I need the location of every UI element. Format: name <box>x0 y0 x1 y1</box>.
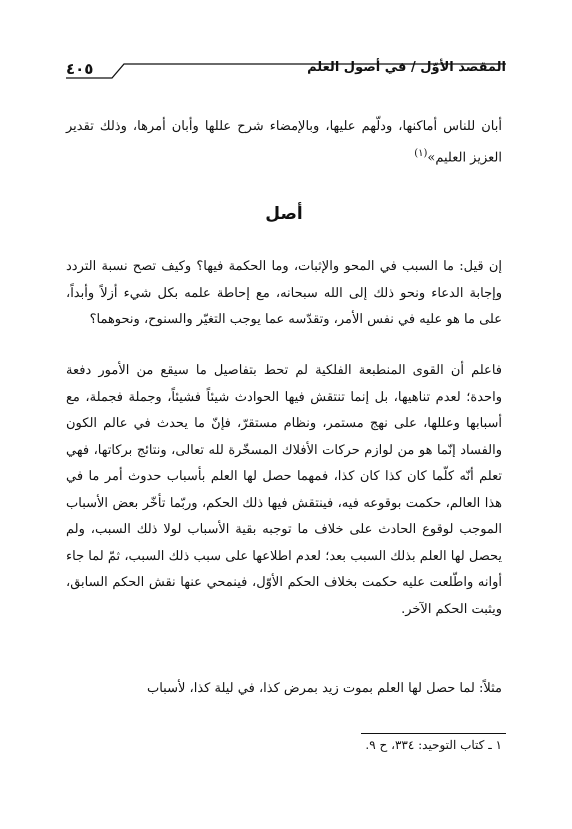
running-header <box>66 58 506 86</box>
page-number: ٤٠٥ <box>66 60 94 78</box>
footnote: ١ ـ كتاب التوحيد: ٣٣٤، ح ٩. <box>365 738 502 752</box>
question-paragraph: إن قيل: ما السبب في المحو والإثبات، وما الحكمة فيها؟ وكيف تصح نسبة التردد وإجابة الدعاء ونحو ذلك إلى الله سبحانه، مع إحاطة علمه بكل شيء أزلاً وأبداً، على ما هو عليه في نفس الأمر، وتقدّسه عما يوجب التغيّر والسنوح، ونحوهما؟ <box>66 259 502 327</box>
answer-paragraph: فاعلم أن القوى المنطبعة الفلكية لم تحط بتفاصيل ما سيقع من الأمور دفعة واحدة؛ لعدم تناهيها، بل إنما تنتقش فيها الحوادث شيئاً فشيئاً، وجملة فجملة، مع أسبابها وعللها، على نهج مستمر، ونظام مستقرّ، فإنّ ما يحدث في عالم الكون والفساد إنّما هو من لوازم حركات الأفلاك المسخّرة لله تعالى، ونتائج بركاتها، فهي تعلم أنّه كلّما كان كذا كان كذا، فمهما حصل لها العلم بأسباب حدوث أمر ما في هذا العالم، حكمت بوقوعه فيه، فينتقش فيها ذلك الحكم، وربّما تأخّر بعض الأسباب الموجب لوقوع الحادث على خلاف ما توجبه بقية الأسباب لولا ذلك السبب، ولم يحصل لها العلم بذلك السبب بعد؛ لعدم اطلاعها على سبب ذلك السبب، ثمّ لما جاء أوانه واطّلعت عليه حكمت بخلاف الحكم الأوّل، فينمحي عنها نقش الحكم السابق، ويثبت الحكم الآخر. <box>66 363 502 617</box>
section-heading: أصل <box>265 204 303 224</box>
footnote-rule <box>361 733 506 734</box>
intro-text: أبان للناس أماكنها، ودلّهم عليها، وبالإمضاء شرح عللها وأبان أمرها، وذلك تقدير العزيز العليم» <box>66 119 502 165</box>
intro-paragraph <box>66 114 502 171</box>
footnote-reference: (١) <box>414 147 428 159</box>
example-paragraph: مثلاً: لما حصل لها العلم بموت زيد بمرض كذا، في ليلة كذا، لأسباب <box>146 681 502 696</box>
header-title: المقصد الأوّل / في أصول العلم <box>307 60 506 75</box>
